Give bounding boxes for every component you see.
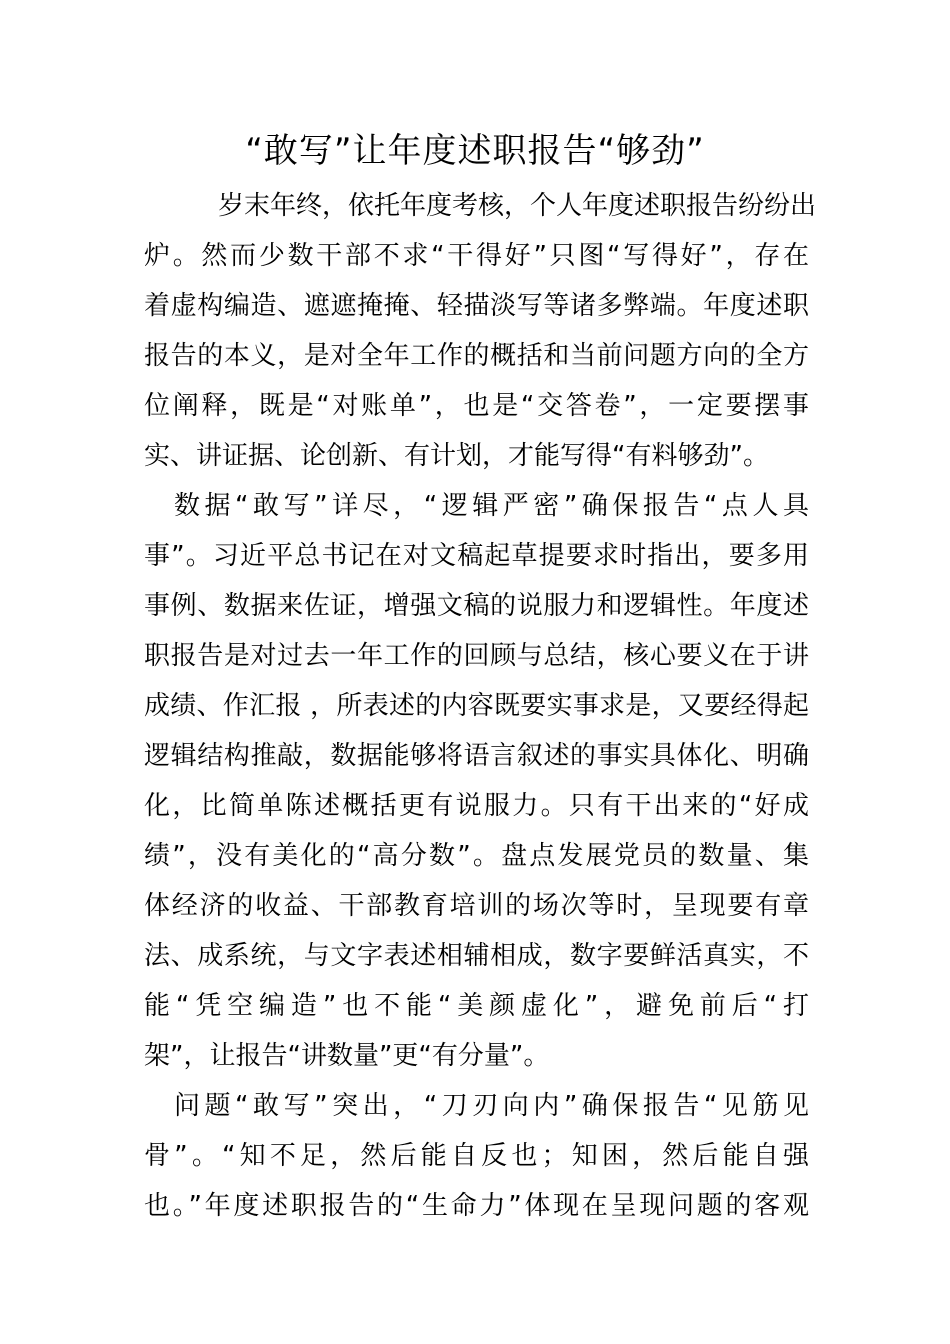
text-line: 绩”，没有美化的“高分数”。盘点发展党员的数量、集 bbox=[144, 841, 809, 871]
text-line: 报告的本义，是对全年工作的概括和当前问题方向的全方 bbox=[144, 341, 809, 371]
text-line: 骨”。“知不足，然后能自反也；知困，然后能自强 bbox=[144, 1141, 809, 1171]
document-body bbox=[144, 181, 817, 1231]
paragraph-3 bbox=[144, 1081, 809, 1231]
text-line: 化，比简单陈述概括更有说服力。只有干出来的“好成 bbox=[144, 791, 809, 821]
text-line: 事例、数据来佐证，增强文稿的说服力和逻辑性。年度述 bbox=[144, 591, 809, 621]
paragraph-2 bbox=[144, 481, 809, 1081]
text-line: 着虚构编造、遮遮掩掩、轻描淡写等诸多弊端。年度述职 bbox=[144, 291, 809, 321]
text-line: 位阐释，既是“对账单”，也是“交答卷”，一定要摆事 bbox=[144, 391, 809, 421]
text-line: 岁末年终，依托年度考核，个人年度述职报告纷纷出 bbox=[218, 191, 817, 221]
document-title: “敢写”让年度述职报告“够劲” bbox=[245, 131, 705, 171]
text-line: 实、讲证据、论创新、有计划，才能写得“有料够劲”。 bbox=[144, 441, 769, 471]
text-line: 法、成系统，与文字表述相辅相成，数字要鲜活真实，不 bbox=[144, 941, 809, 971]
text-line: 炉。然而少数干部不求“干得好”只图“写得好”，存在 bbox=[144, 241, 809, 271]
text-line: 逻辑结构推敲，数据能够将语言叙述的事实具体化、明确 bbox=[144, 741, 809, 771]
paragraph-1 bbox=[144, 181, 817, 481]
text-line: 成绩、作汇报 ，所表述的内容既要实事求是，又要经得起 bbox=[144, 691, 809, 721]
text-line: 架”，让报告“讲数量”更“有分量”。 bbox=[144, 1041, 550, 1071]
text-line: 问题“敢写”突出，“刀刃向内”确保报告“见筋见 bbox=[174, 1091, 809, 1121]
text-line: 体经济的收益、干部教育培训的场次等时，呈现要有章 bbox=[144, 891, 809, 921]
text-line: 数据“敢写”详尽，“逻辑严密”确保报告“点人具 bbox=[174, 491, 809, 521]
text-line: 能“凭空编造”也不能“美颜虚化”，避免前后“打 bbox=[144, 991, 809, 1021]
text-line: 也。”年度述职报告的“生命力”体现在呈现问题的客观 bbox=[144, 1191, 809, 1221]
text-line: 职报告是对过去一年工作的回顾与总结，核心要义在于讲 bbox=[144, 641, 809, 671]
text-line: 事”。习近平总书记在对文稿起草提要求时指出，要多用 bbox=[144, 541, 809, 571]
